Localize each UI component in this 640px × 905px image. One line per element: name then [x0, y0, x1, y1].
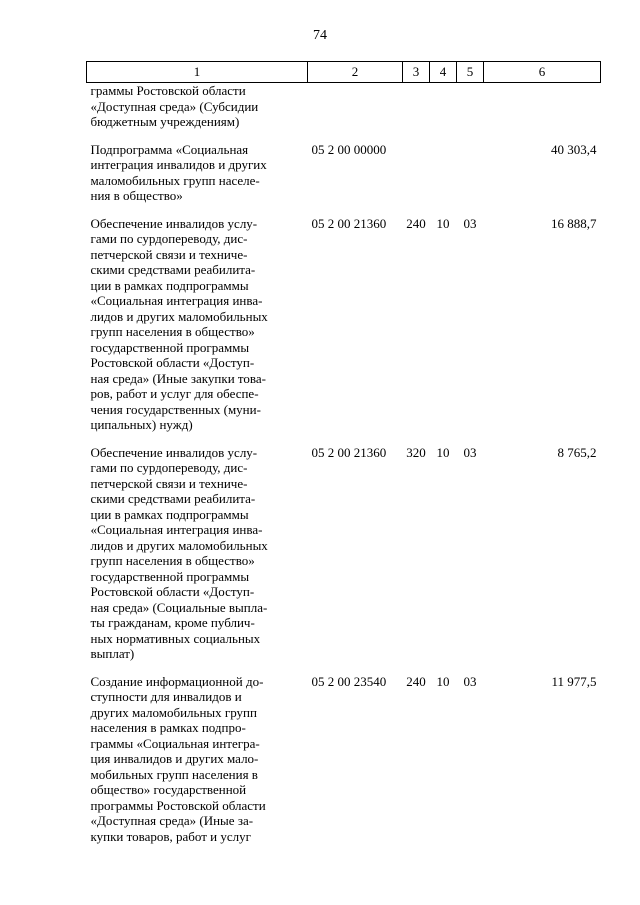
row-subsection-cell: [457, 83, 484, 142]
row-code-cell: [308, 83, 403, 142]
row-expense-type-cell: [403, 83, 430, 142]
row-name-line: ная среда» (Социальные выпла-: [90, 599, 268, 615]
row-section-cell: 10: [436, 215, 450, 231]
row-name-line: Ростовской области «Доступ-: [90, 355, 255, 370]
row-amount-cell: [484, 83, 601, 142]
row-section-cell: 10: [436, 444, 450, 460]
page-number: 74: [313, 28, 327, 43]
row-name-line: ципальных) нужд): [90, 417, 193, 432]
row-expense-type-cell: [403, 142, 430, 216]
row-name-line: государственной программы: [90, 568, 250, 584]
row-name-line: «Доступная среда» (Иные за-: [90, 813, 254, 828]
row-name-line: скими средствами реабилита-: [90, 262, 256, 277]
table-row: [87, 674, 601, 857]
row-name-line: интеграция инвалидов и других: [90, 157, 267, 172]
row-expense-type-cell: 240: [406, 673, 426, 689]
row-name-line: ров, работ и услуг для обеспе-: [90, 386, 259, 401]
row-name-line: общество» государственной: [90, 782, 247, 797]
row-name-line: маломобильных групп населе-: [90, 172, 260, 188]
row-name-cell: [87, 445, 308, 674]
row-name-line: Подпрограмма «Социальная: [90, 141, 249, 157]
row-name-line: ции в рамках подпрограммы: [90, 506, 249, 522]
table-header-row: [87, 62, 601, 83]
row-name-line: петчерской связи и техниче-: [90, 246, 248, 262]
row-name-line: Создание информационной до-: [90, 673, 264, 689]
table-row: [87, 83, 601, 142]
row-name-line: ных нормативных социальных: [90, 630, 261, 646]
header-col-2: 2: [308, 62, 403, 83]
row-name-line: других маломобильных групп: [90, 704, 257, 720]
row-code-cell: 05 2 00 21360: [311, 444, 387, 460]
row-name-line: петчерской связи и техниче-: [90, 475, 248, 491]
row-name-line: «Доступная среда» (Субсидии: [90, 98, 259, 114]
row-section-cell: [430, 142, 457, 216]
row-expense-type-cell: 240: [406, 215, 426, 231]
row-name-line: групп населения в общество»: [90, 324, 255, 339]
row-name-line: «Социальная интеграция инва-: [90, 293, 263, 308]
row-name-line: Обеспечение инвалидов услу-: [90, 444, 258, 460]
table-row: [87, 142, 601, 216]
row-section-cell: [430, 83, 457, 142]
row-subsection-cell: 03: [463, 215, 477, 231]
budget-table: [86, 61, 601, 856]
row-name-line: мобильных групп населения в: [90, 766, 258, 782]
row-subsection-cell: 03: [463, 444, 477, 460]
row-name-line: купки товаров, работ и услуг: [90, 828, 251, 844]
header-col-6: 6: [484, 62, 601, 83]
row-code-cell: 05 2 00 23540: [311, 673, 387, 689]
row-name-line: государственной программы: [90, 339, 250, 355]
row-name-line: «Социальная интеграция инва-: [90, 522, 263, 537]
row-name-line: ная среда» (Иные закупки това-: [90, 370, 266, 386]
row-section-cell: 10: [436, 673, 450, 689]
row-subsection-cell: 03: [463, 673, 477, 689]
row-name-line: бюджетным учреждениям): [90, 114, 240, 129]
row-amount-cell: 40 303,4: [551, 141, 597, 157]
row-name-line: групп населения в общество»: [90, 553, 255, 568]
row-name-line: выплат): [90, 646, 135, 661]
row-name-line: ты гражданам, кроме публич-: [90, 615, 255, 630]
row-name-cell: [87, 142, 308, 216]
row-name-cell: [87, 83, 308, 142]
header-col-5: 5: [457, 62, 484, 83]
header-col-3: 3: [403, 62, 430, 83]
row-code-cell: 05 2 00 21360: [311, 215, 387, 231]
row-name-cell: [87, 216, 308, 445]
row-name-line: ступности для инвалидов и: [90, 689, 242, 704]
row-name-line: Ростовской области «Доступ-: [90, 584, 255, 599]
row-expense-type-cell: 320: [406, 444, 426, 460]
row-amount-cell: 8 765,2: [557, 444, 597, 460]
table-body: [87, 83, 601, 857]
row-name-line: ции в рамках подпрограммы: [90, 277, 249, 293]
row-name-line: лидов и других маломобильных: [90, 537, 268, 553]
row-name-line: программы Ростовской области: [90, 797, 266, 813]
row-amount-cell: 16 888,7: [551, 215, 597, 231]
table-row: [87, 445, 601, 674]
row-name-line: ния в общество»: [90, 188, 183, 203]
row-name-cell: [87, 674, 308, 857]
row-subsection-cell: [457, 142, 484, 216]
row-name-line: скими средствами реабилита-: [90, 491, 256, 506]
row-name-line: Обеспечение инвалидов услу-: [90, 215, 258, 231]
row-name-line: ция инвалидов и других мало-: [90, 751, 259, 766]
row-name-line: населения в рамках подпро-: [90, 720, 246, 735]
row-name-line: граммы Ростовской области: [90, 83, 246, 98]
row-name-line: граммы «Социальная интегра-: [90, 735, 260, 751]
header-col-1: 1: [87, 62, 308, 83]
row-code-cell: 05 2 00 00000: [311, 141, 387, 157]
row-amount-cell: 11 977,5: [551, 673, 597, 689]
table-row: [87, 216, 601, 445]
row-name-line: лидов и других маломобильных: [90, 308, 268, 324]
header-col-4: 4: [430, 62, 457, 83]
row-name-line: гами по сурдопереводу, дис-: [90, 231, 248, 246]
row-name-line: гами по сурдопереводу, дис-: [90, 460, 248, 475]
row-name-line: чения государственных (муни-: [90, 401, 261, 417]
